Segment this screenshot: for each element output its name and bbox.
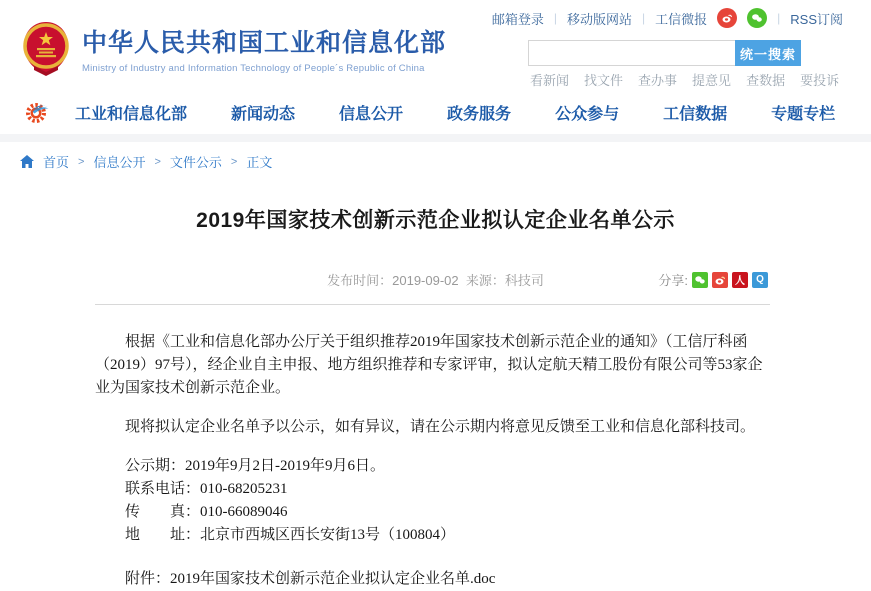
unified-search-button[interactable]: 统一搜索 <box>735 40 801 66</box>
article-title: 2019年国家技术创新示范企业拟认定企业名单公示 <box>196 209 675 232</box>
wechat-icon[interactable] <box>747 8 767 28</box>
quick-link-suggest[interactable]: 提意见 <box>692 73 732 88</box>
publish-label: 发布时间： <box>327 273 393 288</box>
miit-gear-logo-icon <box>25 99 51 125</box>
separator: | <box>642 11 646 25</box>
article-meta <box>95 270 776 290</box>
gov-weibo-link[interactable]: 工信微报 <box>655 11 708 27</box>
breadcrumb-separator: > <box>230 155 238 168</box>
contact-address-line: 地 址：北京市西城区西长安街13号（100804） <box>125 527 456 543</box>
notice-period-line: 公示期：2019年9月2日-2019年9月6日。 <box>125 458 385 474</box>
nav-items <box>75 101 835 124</box>
nav-divider-band <box>0 134 871 142</box>
national-emblem-icon <box>20 20 72 76</box>
quick-link-files[interactable]: 找文件 <box>584 73 624 88</box>
breadcrumb-file-notice[interactable]: 文件公示 <box>169 155 222 170</box>
rss-link[interactable]: RSS订阅 <box>790 11 843 27</box>
quick-link-services[interactable]: 查办事 <box>638 73 678 88</box>
breadcrumb <box>20 152 272 171</box>
topbar <box>492 8 843 28</box>
ministry-title-block <box>82 23 446 74</box>
mail-login-link[interactable]: 邮箱登录 <box>491 11 544 27</box>
nav-item-special-columns[interactable]: 专题专栏 <box>771 105 836 123</box>
meta-divider <box>95 304 770 305</box>
breadcrumb-separator: > <box>78 155 85 168</box>
site-header <box>20 20 446 76</box>
weibo-icon[interactable] <box>717 8 737 28</box>
main-nav <box>0 90 871 134</box>
quick-link-news[interactable]: 看新闻 <box>530 73 570 88</box>
home-icon[interactable] <box>20 155 34 168</box>
share-label: 分享: <box>658 273 688 288</box>
search-area <box>528 40 801 66</box>
publish-date: 2019-09-02 <box>392 273 459 288</box>
nav-item-data[interactable]: 工信数据 <box>663 105 728 123</box>
share-renren-icon[interactable]: 人 <box>732 272 748 288</box>
nav-item-gov-services[interactable]: 政务服务 <box>447 105 512 123</box>
quick-links <box>530 70 839 89</box>
nav-item-miit[interactable]: 工业和信息化部 <box>75 105 188 123</box>
breadcrumb-current: 正文 <box>246 155 273 170</box>
nav-item-news[interactable]: 新闻动态 <box>231 105 296 123</box>
article-body <box>95 331 776 591</box>
source-value: 科技司 <box>504 273 544 288</box>
paragraph: 根据《工业和信息化部办公厅关于组织推荐2019年国家技术创新示范企业的通知》（工信厅科函（2019）97号），经企业自主申报、地方组织推荐和专家评审，拟认定航天精工股份有限公司等53家企业为国家技术创新示范企业。 <box>95 334 763 396</box>
search-input[interactable] <box>528 40 735 66</box>
contact-phone-line: 联系电话：010-68205231 <box>125 481 288 497</box>
share-weibo-icon[interactable] <box>712 272 728 288</box>
paragraph: 现将拟认定企业名单予以公示，如有异议，请在公示期内将意见反馈至工业和信息化部科技司。 <box>125 419 756 435</box>
share-box <box>658 270 768 289</box>
nav-item-info-disclosure[interactable]: 信息公开 <box>339 105 404 123</box>
breadcrumb-info-disclosure[interactable]: 信息公开 <box>93 155 146 170</box>
source-label: 来源： <box>465 273 505 288</box>
share-wechat-icon[interactable] <box>692 272 708 288</box>
breadcrumb-home[interactable]: 首页 <box>43 155 70 170</box>
ministry-name-en: Ministry of Industry and Information Technology of People´s Republic of China <box>82 62 425 74</box>
separator: | <box>777 11 781 25</box>
breadcrumb-separator: > <box>154 155 161 168</box>
ministry-name-cn: 中华人民共和国工业和信息化部 <box>82 28 447 57</box>
share-qq-icon[interactable]: Q <box>752 272 768 288</box>
nav-item-public-participation[interactable]: 公众参与 <box>555 105 620 123</box>
contact-fax-line: 传 真：010-66089046 <box>125 504 288 520</box>
quick-link-data[interactable]: 查数据 <box>746 73 786 88</box>
mobile-site-link[interactable]: 移动版网站 <box>566 11 632 27</box>
article <box>95 196 776 591</box>
separator: | <box>553 11 557 25</box>
attachment-link[interactable]: 附件：2019年国家技术创新示范企业拟认定企业名单.doc <box>125 571 496 587</box>
quick-link-complaint[interactable]: 要投诉 <box>800 73 840 88</box>
